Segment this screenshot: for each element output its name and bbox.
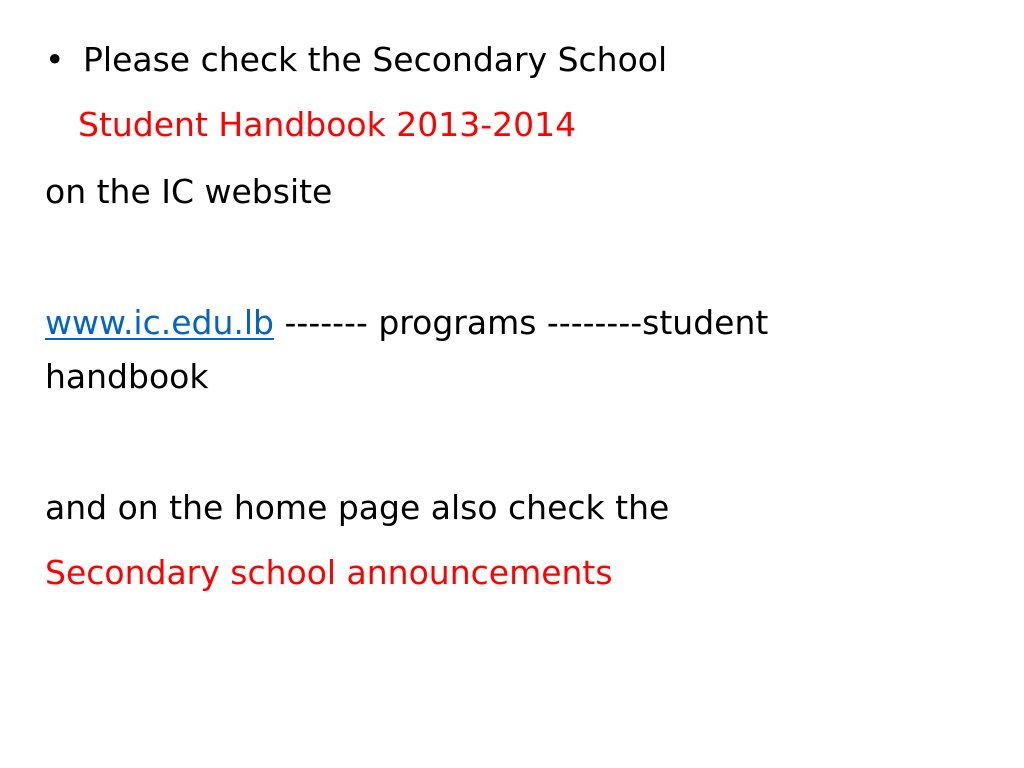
bullet-icon: • <box>45 40 65 79</box>
home-page-text: and on the home page also check the <box>45 488 670 527</box>
navigation-path-continuation: handbook <box>45 357 209 396</box>
bullet-text: Please check the Secondary School <box>83 40 668 79</box>
website-text: on the IC website <box>45 172 333 211</box>
bullet-line <box>45 40 667 80</box>
handbook-title: Student Handbook 2013-2014 <box>78 105 577 144</box>
announcements-text: Secondary school announcements <box>45 553 613 592</box>
website-link[interactable]: www.ic.edu.lb <box>45 303 275 342</box>
navigation-path-text: ------- programs --------student <box>274 303 769 342</box>
link-line <box>45 303 768 343</box>
